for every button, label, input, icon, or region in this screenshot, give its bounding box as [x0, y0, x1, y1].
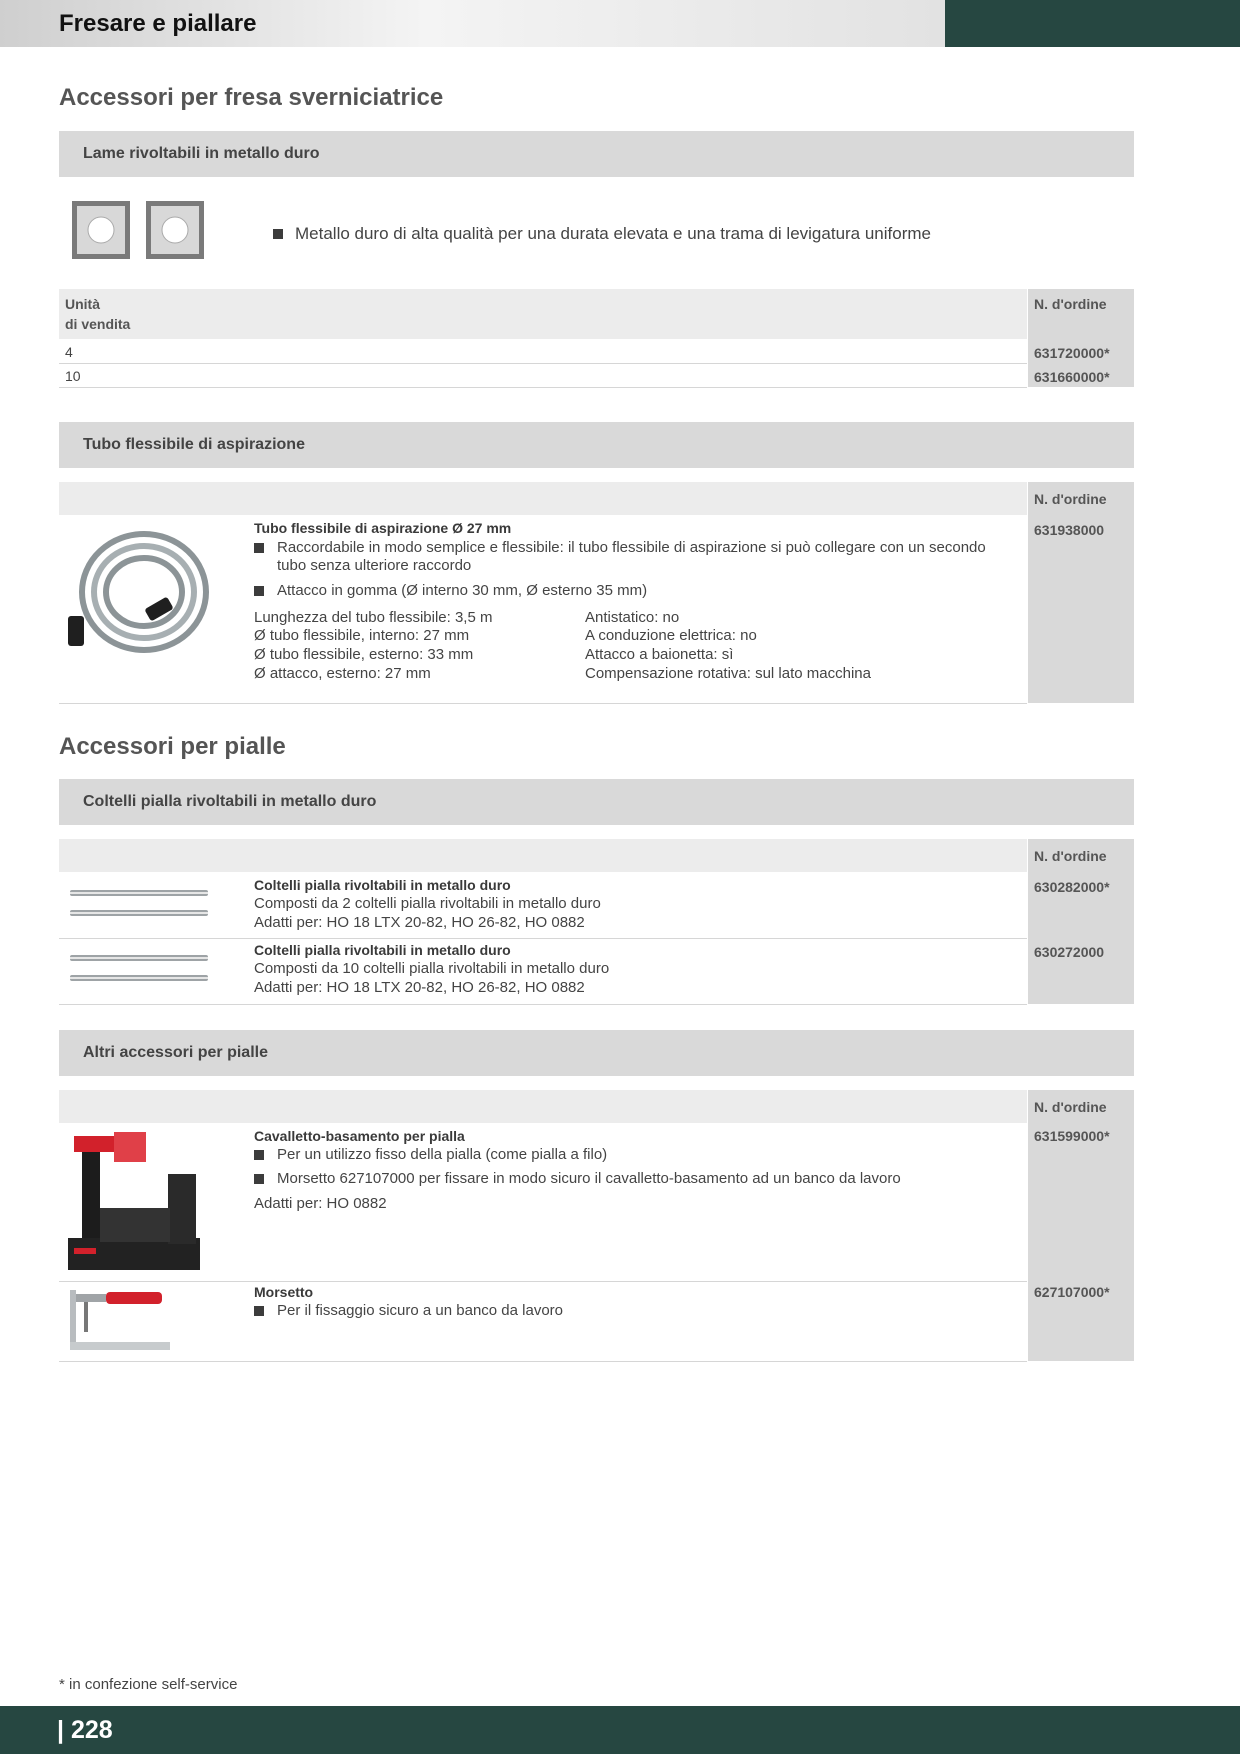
order-number: 627107000*: [1034, 1284, 1110, 1300]
row-divider: [59, 703, 1027, 704]
order-column: [1028, 482, 1134, 703]
header-accent: [945, 0, 1240, 47]
col-order-label: N. d'ordine: [1034, 491, 1107, 507]
hose-image: [64, 524, 214, 658]
product-name: Coltelli pialla rivoltabili in metallo duro: [254, 942, 511, 958]
subsection-band-altri: [59, 1030, 1134, 1076]
feature-text: Morsetto 627107000 per fissare in modo sicuro il cavalletto-basamento ad un banco da lavoro: [277, 1170, 901, 1187]
subsection-band-tubo: [59, 422, 1134, 468]
feature-text: Metallo duro di alta qualità per una durata elevata e una trama di levigatura uniforme: [295, 224, 931, 243]
order-number: 630272000: [1034, 944, 1105, 960]
order-number: 631938000: [1034, 522, 1105, 538]
row-divider: [59, 1281, 1027, 1282]
section-title-pialle: Accessori per pialle: [59, 733, 286, 760]
subsection-title: Lame rivoltabili in metallo duro: [83, 145, 320, 162]
section-title-fresa: Accessori per fresa sverniciatrice: [59, 84, 444, 111]
spec-text: Lunghezza del tubo flessibile: 3,5 m: [254, 609, 493, 626]
bullet-square-icon: [254, 1174, 264, 1184]
page-number: | 228: [57, 1716, 113, 1744]
table-cell-unit: 4: [65, 344, 73, 360]
order-number: 631720000*: [1034, 345, 1110, 361]
row-divider: [59, 1361, 1027, 1362]
row-divider: [59, 938, 1027, 939]
order-number: 630282000*: [1034, 879, 1110, 895]
subsection-band-coltelli: [59, 779, 1134, 825]
bullet-square-icon: [273, 229, 283, 239]
col-order-label: N. d'ordine: [1034, 1099, 1107, 1115]
spec-text: Attacco a baionetta: sì: [585, 646, 734, 663]
row-divider: [59, 363, 1027, 364]
table-header: [59, 289, 1027, 339]
bullet-square-icon: [254, 586, 264, 596]
knife-image: [68, 951, 210, 987]
product-name: Cavalletto-basamento per pialla: [254, 1128, 465, 1144]
table-header: [59, 482, 1027, 515]
spec-text: Ø tubo flessibile, interno: 27 mm: [254, 627, 470, 644]
feature-text: Attacco in gomma (Ø interno 30 mm, Ø esterno 35 mm): [277, 582, 648, 599]
product-desc: Composti da 2 coltelli pialla rivoltabili in metallo duro: [254, 895, 601, 912]
product-name: Tubo flessibile di aspirazione Ø 27 mm: [254, 520, 512, 536]
col-order-label: N. d'ordine: [1034, 296, 1107, 312]
row-divider: [59, 387, 1027, 388]
footer-bar: [0, 1706, 1240, 1754]
subsection-band-lame: [59, 131, 1134, 177]
knife-image: [68, 886, 210, 922]
subsection-title: Coltelli pialla rivoltabili in metallo duro: [83, 793, 377, 810]
spec-text: Antistatico: no: [585, 609, 680, 626]
col-unit-label-2: di vendita: [65, 316, 131, 332]
lame-image: [70, 199, 210, 261]
bullet-square-icon: [254, 1306, 264, 1316]
col-order-label: N. d'ordine: [1034, 848, 1107, 864]
bullet-square-icon: [254, 543, 264, 553]
product-desc: Composti da 10 coltelli pialla rivoltabili in metallo duro: [254, 960, 610, 977]
table-header: [59, 1090, 1027, 1123]
feature-text: Raccordabile in modo semplice e flessibile: il tubo flessibile di aspirazione si può collegare con un secondo: [277, 539, 986, 556]
table-header: [59, 839, 1027, 872]
row-divider: [59, 1004, 1027, 1005]
feature-text: tubo senza ulteriore raccordo: [277, 557, 472, 574]
product-fit: Adatti per: HO 18 LTX 20-82, HO 26-82, HO 0882: [254, 914, 585, 931]
subsection-title: Altri accessori per pialle: [83, 1044, 268, 1061]
spec-text: Ø tubo flessibile, esterno: 33 mm: [254, 646, 474, 663]
product-fit: Adatti per: HO 0882: [254, 1195, 387, 1212]
page-header-title: Fresare e piallare: [59, 10, 257, 37]
feature-text: Per il fissaggio sicuro a un banco da lavoro: [277, 1302, 563, 1319]
order-number: 631599000*: [1034, 1128, 1110, 1144]
spec-text: Ø attacco, esterno: 27 mm: [254, 665, 431, 682]
col-unit-label: Unità: [65, 296, 100, 312]
bullet-square-icon: [254, 1150, 264, 1160]
product-fit: Adatti per: HO 18 LTX 20-82, HO 26-82, HO 0882: [254, 979, 585, 996]
order-number: 631660000*: [1034, 369, 1110, 385]
product-name: Morsetto: [254, 1284, 314, 1300]
spec-text: A conduzione elettrica: no: [585, 627, 757, 644]
table-cell-unit: 10: [65, 368, 81, 384]
feature-text: Per un utilizzo fisso della pialla (come pialla a filo): [277, 1146, 608, 1163]
stand-image: [64, 1128, 204, 1273]
subsection-title: Tubo flessibile di aspirazione: [83, 436, 305, 453]
footnote: * in confezione self-service: [59, 1676, 238, 1693]
spec-text: Compensazione rotativa: sul lato macchina: [585, 665, 871, 682]
product-name: Coltelli pialla rivoltabili in metallo duro: [254, 877, 511, 893]
clamp-image: [66, 1288, 180, 1354]
